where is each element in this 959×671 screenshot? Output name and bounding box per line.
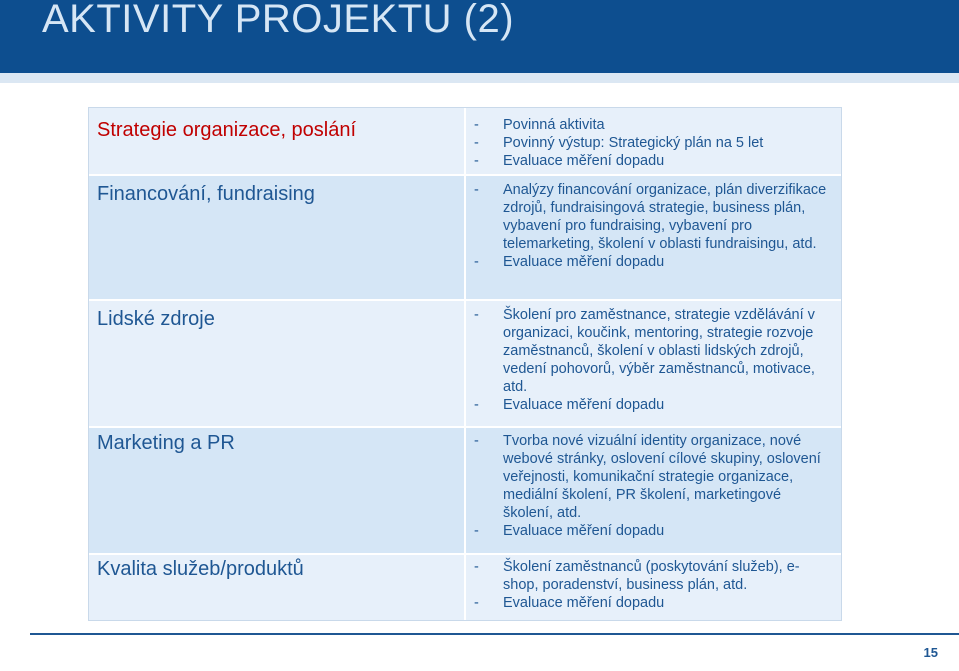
activities-table (88, 107, 842, 621)
list-item: - Školení pro zaměstnance, strategie vzdělávání v organizaci, koučink, mentoring, strategie rozvoje zaměstnanců, školení v oblasti lidských zdrojů, vedení pohovorů, výběr zaměstnanců, motivace, atd. (474, 307, 815, 395)
slide-title: AKTIVITY PROJEKTU (2) (42, 0, 515, 41)
list-item: - Evaluace měření dopadu (474, 397, 665, 413)
category-label: Marketing a PR (97, 432, 235, 454)
category-label: Strategie organizace, poslání (97, 119, 357, 141)
footer-divider (30, 633, 959, 635)
category-label: Kvalita služeb/produktů (97, 558, 304, 580)
bullet-list (474, 432, 834, 540)
column-divider (464, 108, 466, 620)
list-item: - Povinná aktivita (474, 117, 605, 133)
bullet-list (474, 558, 834, 612)
bullet-list (474, 116, 834, 170)
title-bar (0, 0, 959, 73)
list-item: - Analýzy financování organizace, plán diverzifikace zdrojů, fundraisingová strategie, business plán, vybavení pro fundraising, vybavení pro telemarketing, školení v oblasti fundraisingu, atd. (474, 182, 827, 252)
list-item: - Evaluace měření dopadu (474, 523, 665, 539)
category-label: Financování, fundraising (97, 183, 315, 205)
list-item: - Evaluace měření dopadu (474, 153, 665, 169)
list-item: - Evaluace měření dopadu (474, 254, 665, 270)
bullet-list (474, 306, 834, 414)
header-strip (0, 73, 959, 83)
page-number: 15 (923, 645, 938, 660)
list-item: - Evaluace měření dopadu (474, 595, 665, 611)
list-item: - Tvorba nové vizuální identity organizace, nové webové stránky, oslovení cílové skupiny, oslovení veřejnosti, komunikační strategie organizace, mediální školení, PR školení, marketingové školení, atd. (474, 433, 821, 521)
category-label: Lidské zdroje (97, 308, 215, 330)
list-item: - Povinný výstup: Strategický plán na 5 let (474, 135, 764, 151)
bullet-list (474, 181, 834, 271)
list-item: - Školení zaměstnanců (poskytování služeb), e-shop, poradenství, business plán, atd. (474, 559, 800, 593)
